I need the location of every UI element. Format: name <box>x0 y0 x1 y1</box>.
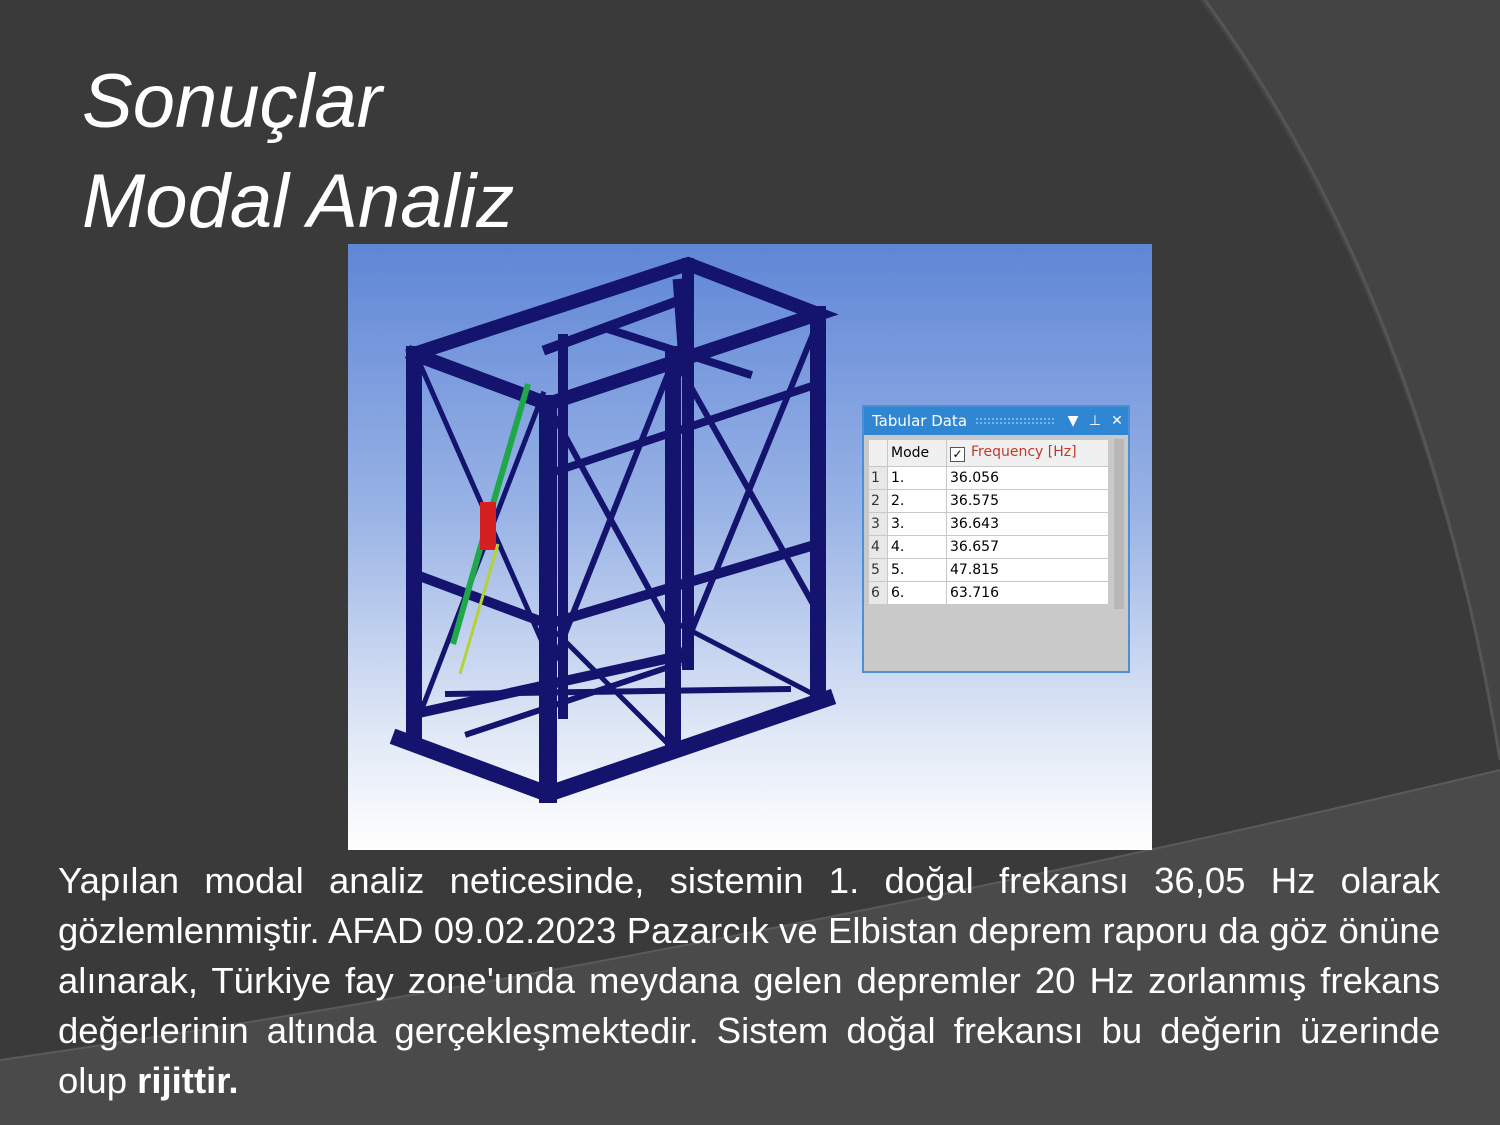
mode-column-header[interactable]: Mode <box>888 440 947 467</box>
frequency-column-header[interactable] <box>947 440 1109 467</box>
conclusion-emphasis: rijittir. <box>137 1060 239 1101</box>
pin-icon[interactable]: ⊥ <box>1088 413 1102 429</box>
table-row[interactable] <box>869 582 1109 605</box>
row-index: 1 <box>869 467 888 490</box>
modal-analysis-screenshot <box>348 244 1152 850</box>
row-index-header <box>869 440 888 467</box>
row-index: 4 <box>869 536 888 559</box>
frequency-cell[interactable]: 47.815 <box>947 559 1109 582</box>
tabular-data-title: Tabular Data <box>872 412 968 430</box>
panel-drag-grip[interactable] <box>975 417 1054 425</box>
frequency-cell[interactable]: 36.657 <box>947 536 1109 559</box>
frequency-table <box>868 439 1109 605</box>
table-row[interactable] <box>869 490 1109 513</box>
dropdown-arrow-icon[interactable]: ▼ <box>1067 413 1079 429</box>
frequency-cell[interactable]: 36.056 <box>947 467 1109 490</box>
mode-cell[interactable]: 6. <box>888 582 947 605</box>
mode-cell[interactable]: 1. <box>888 467 947 490</box>
table-row[interactable] <box>869 536 1109 559</box>
row-index: 2 <box>869 490 888 513</box>
frequency-cell[interactable]: 63.716 <box>947 582 1109 605</box>
close-icon[interactable]: ✕ <box>1111 413 1123 429</box>
conclusion-text: Yapılan modal analiz neticesinde, sistemin 1. doğal frekansı 36,05 Hz olarak gözlemlenmiştir. AFAD 09.02.2023 Pazarcık ve Elbistan deprem raporu da göz önüne alınarak, Türkiye fay zone'unda meydana gelen depremler 20 Hz zorlanmış frekans değerlerinin altında gerçekleşmektedir. Sistem doğal frekansı bu değerin üzerinde olup <box>58 860 1440 1101</box>
frequency-cell[interactable]: 36.643 <box>947 513 1109 536</box>
row-index: 3 <box>869 513 888 536</box>
slide-title <box>82 52 514 252</box>
title-line-results: Sonuçlar <box>82 59 382 144</box>
mode-cell[interactable]: 3. <box>888 513 947 536</box>
row-index: 5 <box>869 559 888 582</box>
row-index: 6 <box>869 582 888 605</box>
vertical-scrollbar[interactable] <box>1114 439 1124 609</box>
table-row[interactable] <box>869 559 1109 582</box>
mode-cell[interactable]: 2. <box>888 490 947 513</box>
conclusion-paragraph <box>58 856 1440 1106</box>
mode-cell[interactable]: 4. <box>888 536 947 559</box>
table-header-row <box>869 440 1109 467</box>
title-line-modal-analysis: Modal Analiz <box>82 159 515 244</box>
frequency-checkbox[interactable]: ✓ <box>950 447 965 462</box>
mode-cell[interactable]: 5. <box>888 559 947 582</box>
tabular-data-panel <box>862 405 1130 673</box>
tabular-data-header <box>864 407 1128 435</box>
frequency-cell[interactable]: 36.575 <box>947 490 1109 513</box>
table-row[interactable] <box>869 467 1109 490</box>
frequency-column-label: Frequency [Hz] <box>971 444 1077 460</box>
table-row[interactable] <box>869 513 1109 536</box>
tabular-data-grid <box>868 439 1118 605</box>
